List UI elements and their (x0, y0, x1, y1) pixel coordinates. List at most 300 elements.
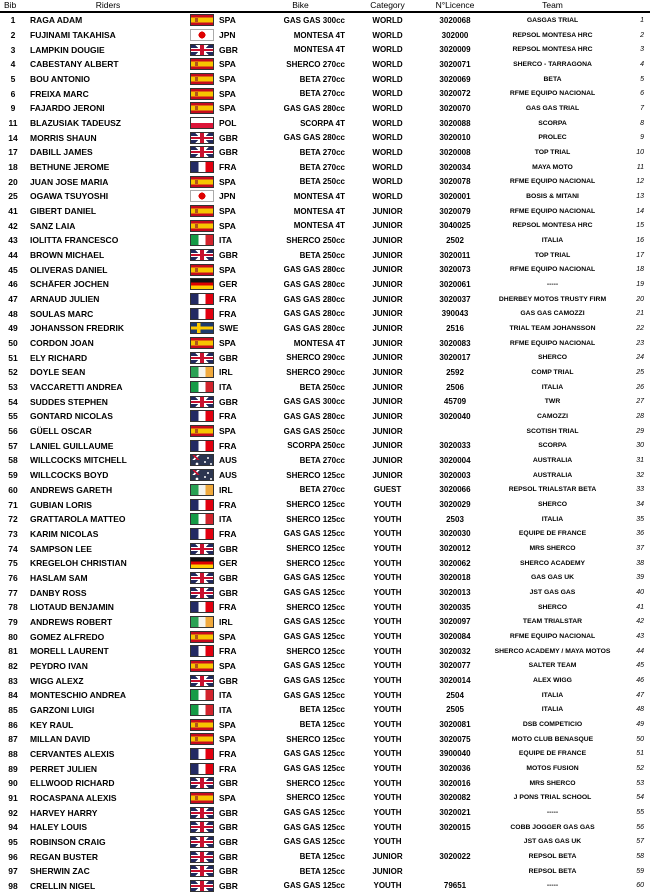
bike-cell: GAS GAS 125cc (283, 529, 345, 539)
team-cell: REPSOL MONTESA HRC (512, 31, 593, 39)
bike-cell: SHERCO 125cc (286, 602, 345, 612)
gbr-flag-icon (190, 675, 214, 687)
bike-cell: SHERCO 290cc (286, 367, 345, 377)
flag-cell (190, 792, 216, 804)
team-cell: MAYA MOTO (532, 163, 573, 171)
flag-cell (190, 205, 216, 217)
bib-number: 85 (8, 704, 18, 715)
category-cell: YOUTH (373, 573, 402, 583)
rider-name: ROCASPANA ALEXIS (30, 792, 117, 803)
bib-number: 20 (8, 176, 18, 187)
table-row (0, 189, 650, 204)
licence-cell: 3020013 (439, 588, 471, 598)
bib-number: 91 (8, 792, 18, 803)
bib-number: 41 (8, 206, 18, 217)
team-cell: ALEX WIGG (533, 677, 572, 685)
bike-cell: MONTESA 4T (293, 221, 345, 231)
licence-cell: 3020029 (439, 500, 471, 509)
country-code: JPN (219, 191, 236, 202)
team-cell: REPSOL TRIALSTAR BETA (508, 486, 597, 494)
table-row (0, 204, 650, 219)
table-row (0, 42, 650, 57)
bike-cell: GAS GAS 300cc (283, 397, 345, 407)
row-index: 13 (636, 192, 644, 200)
table-row (0, 145, 650, 160)
row-index: 58 (636, 853, 644, 861)
fra-flag-icon (190, 440, 214, 452)
rider-name: FREIXA MARC (30, 88, 89, 99)
flag-cell (190, 161, 216, 173)
irl-flag-icon (190, 616, 214, 628)
rider-name: ELLWOOD RICHARD (30, 778, 115, 789)
licence-cell: 2502 (446, 235, 464, 245)
bib-number: 80 (8, 631, 18, 642)
bike-cell: GAS GAS 125cc (283, 676, 345, 686)
rider-name: DOYLE SEAN (30, 367, 86, 378)
rider-name: LIOTAUD BENJAMIN (30, 602, 114, 613)
table-row (0, 747, 650, 762)
rider-name: GOMEZ ALFREDO (30, 631, 105, 642)
category-cell: JUNIOR (372, 235, 403, 245)
table-row (0, 116, 650, 131)
licence-cell: 3020014 (439, 676, 471, 686)
country-code: SPA (219, 88, 236, 99)
table-row (0, 321, 650, 336)
licence-cell: 2504 (446, 690, 464, 700)
category-cell: WORLD (372, 162, 403, 172)
rider-name: ELY RICHARD (30, 352, 88, 363)
row-index: 49 (636, 721, 644, 729)
bike-cell: GAS GAS 280cc (283, 279, 345, 289)
row-index: 34 (636, 501, 644, 508)
table-row (0, 72, 650, 87)
table-row (0, 497, 650, 512)
aus-flag-icon (190, 469, 214, 481)
team-cell: RFME EQUIPO NACIONAL (509, 178, 596, 186)
licence-cell: 3020004 (439, 455, 471, 465)
category-cell: WORLD (372, 147, 403, 157)
bib-number: 5 (10, 74, 16, 85)
team-cell: GAS GAS TRIAL (525, 104, 580, 112)
bike-cell: MONTESA 4T (293, 206, 345, 216)
flag-cell (190, 704, 216, 716)
bib-number: 74 (8, 543, 18, 554)
bike-cell: GAS GAS 250cc (283, 426, 345, 436)
rider-name: PEYDRO IVAN (30, 660, 88, 671)
flag-cell (190, 836, 216, 848)
flag-cell (190, 484, 216, 496)
country-code: SPA (219, 15, 236, 26)
row-index: 14 (636, 207, 644, 215)
bib-number: 18 (8, 162, 18, 173)
licence-cell: 3020078 (439, 177, 471, 187)
licence-cell: 2503 (446, 514, 464, 524)
aus-flag-icon (190, 454, 214, 466)
row-index: 9 (640, 134, 644, 142)
flag-cell (190, 366, 216, 378)
category-cell: WORLD (372, 103, 403, 113)
team-cell: REPSOL BETA (528, 853, 577, 861)
bike-cell: SHERCO 125cc (286, 793, 345, 803)
team-cell: MRS SHERCO (529, 545, 576, 553)
bike-cell: GAS GAS 280cc (283, 309, 345, 319)
fra-flag-icon (190, 645, 214, 657)
gbr-flag-icon (190, 572, 214, 584)
country-code: SPA (219, 792, 236, 803)
rider-name: ANDREWS ROBERT (30, 616, 113, 627)
category-cell: YOUTH (373, 588, 402, 598)
category-cell: YOUTH (373, 558, 402, 568)
flag-cell (190, 278, 216, 290)
flag-cell (190, 176, 216, 188)
row-index: 1 (640, 16, 644, 24)
team-cell: RFME EQUIPO NACIONAL (509, 339, 596, 347)
row-index: 21 (636, 310, 644, 318)
licence-cell: 3020073 (439, 265, 471, 275)
bib-number: 50 (8, 338, 18, 349)
country-code: GER (219, 558, 238, 569)
licence-cell: 3020008 (439, 147, 471, 157)
rider-name: JUAN JOSE MARIA (30, 176, 109, 187)
team-cell: SALTER TEAM (528, 662, 577, 670)
rider-name: OGAWA TSUYOSHI (30, 191, 109, 202)
bike-cell: SHERCO 125cc (286, 544, 345, 554)
table-row (0, 732, 650, 747)
country-code: SPA (219, 74, 236, 85)
table-row (0, 556, 650, 571)
row-index: 28 (636, 412, 644, 420)
category-cell: YOUTH (373, 500, 402, 509)
spa-flag-icon (190, 58, 214, 70)
flag-cell (190, 777, 216, 789)
category-cell: YOUTH (373, 646, 402, 656)
bib-number: 55 (8, 411, 18, 422)
table-row (0, 28, 650, 43)
category-cell: JUNIOR (372, 397, 403, 407)
category-cell: YOUTH (373, 822, 402, 832)
bib-number: 51 (8, 352, 18, 363)
rider-name: BOU ANTONIO (30, 74, 90, 85)
fra-flag-icon (190, 528, 214, 540)
category-cell: YOUTH (373, 514, 402, 524)
bib-number: 47 (8, 294, 18, 305)
header-category: Category (370, 0, 405, 10)
rider-name: REGAN BUSTER (30, 851, 99, 862)
category-cell: JUNIOR (372, 470, 403, 480)
table-row (0, 424, 650, 439)
team-cell: J PONS TRIAL SCHOOL (513, 794, 592, 802)
rider-name: WIGG ALEXZ (30, 675, 84, 686)
table-row (0, 101, 650, 116)
flag-cell (190, 660, 216, 672)
bike-cell: GAS GAS 280cc (283, 103, 345, 113)
row-index: 15 (636, 222, 644, 230)
flag-cell (190, 880, 216, 892)
licence-cell: 3020084 (439, 632, 471, 642)
team-cell: PROLEC (538, 134, 567, 142)
row-index: 41 (636, 603, 644, 611)
gbr-flag-icon (190, 821, 214, 833)
bike-cell: GAS GAS 280cc (283, 294, 345, 304)
table-row (0, 629, 650, 644)
table-row (0, 394, 650, 409)
bib-number: 92 (8, 807, 18, 818)
header-team: Team (542, 0, 563, 10)
bike-cell: MONTESA 4T (293, 45, 345, 55)
country-code: SPA (219, 59, 236, 70)
row-index: 18 (636, 266, 644, 274)
bib-number: 90 (8, 778, 18, 789)
licence-cell: 3020016 (439, 778, 471, 788)
bib-number: 57 (8, 440, 18, 451)
bib-number: 75 (8, 558, 18, 569)
flag-cell (190, 132, 216, 144)
team-cell: EQUIPE DE FRANCE (518, 750, 587, 758)
ita-flag-icon (190, 513, 214, 525)
team-cell: REPSOL BETA (528, 867, 577, 875)
rider-name: SHERWIN ZAC (30, 866, 90, 877)
bike-cell: GAS GAS 125cc (283, 588, 345, 598)
gbr-flag-icon (190, 352, 214, 364)
row-index: 6 (640, 90, 644, 98)
licence-cell: 3020033 (439, 441, 471, 451)
bib-number: 58 (8, 455, 18, 466)
licence-cell: 3020036 (439, 764, 471, 774)
table-row (0, 644, 650, 659)
flag-cell (190, 675, 216, 687)
bib-number: 25 (8, 191, 18, 202)
country-code: GBR (219, 352, 238, 363)
team-cell: BETA (543, 75, 562, 83)
bike-cell: GAS GAS 125cc (283, 822, 345, 832)
bib-number: 44 (8, 250, 18, 261)
flag-cell (190, 425, 216, 437)
country-code: AUS (219, 455, 237, 466)
spa-flag-icon (190, 719, 214, 731)
table-row (0, 527, 650, 542)
rider-name: MONTESCHIO ANDREA (30, 690, 127, 701)
rider-name: ARNAUD JULIEN (30, 294, 100, 305)
flag-cell (190, 616, 216, 628)
team-cell: TRIAL TEAM JOHANSSON (509, 324, 596, 332)
table-row (0, 365, 650, 380)
flag-cell (190, 352, 216, 364)
table-row (0, 879, 650, 894)
team-cell: MRS SHERCO (529, 779, 576, 787)
country-code: ITA (219, 514, 233, 525)
row-index: 26 (636, 383, 644, 391)
team-cell: DSB COMPETICIO (522, 721, 583, 729)
rider-name: GIBERT DANIEL (30, 206, 97, 217)
bib-number: 71 (8, 499, 18, 510)
flag-cell (190, 58, 216, 70)
flag-cell (190, 807, 216, 819)
flag-cell (190, 513, 216, 525)
row-index: 20 (636, 295, 644, 303)
gbr-flag-icon (190, 587, 214, 599)
licence-cell: 3020003 (439, 470, 471, 480)
rider-name: VACCARETTI ANDREA (30, 382, 123, 393)
row-index: 23 (636, 339, 644, 347)
country-code: GBR (219, 778, 238, 789)
category-cell: WORLD (372, 191, 403, 201)
rider-name: FAJARDO JERONI (30, 103, 105, 114)
country-code: SPA (219, 719, 236, 730)
country-code: GBR (219, 880, 238, 891)
flag-cell (190, 557, 216, 569)
flag-cell (190, 763, 216, 775)
licence-cell: 3020081 (439, 720, 471, 730)
row-index: 10 (636, 148, 644, 156)
category-cell: WORLD (372, 177, 403, 187)
team-cell: SCOTISH TRIAL (526, 427, 579, 435)
ita-flag-icon (190, 381, 214, 393)
team-cell: SHERCO (537, 354, 568, 362)
row-index: 48 (636, 706, 644, 714)
category-cell: YOUTH (373, 734, 402, 744)
category-cell: JUNIOR (372, 338, 403, 348)
country-code: SPA (219, 660, 236, 671)
header-bib: Bib (4, 0, 17, 10)
category-cell: YOUTH (373, 778, 402, 788)
table-row (0, 292, 650, 307)
bike-cell: BETA 270cc (299, 147, 345, 157)
flag-cell (190, 440, 216, 452)
team-cell: MOTOS FUSION (526, 765, 579, 773)
bib-number: 17 (8, 147, 18, 158)
category-cell: JUNIOR (372, 206, 403, 216)
licence-cell: 2592 (446, 367, 464, 377)
flag-cell (190, 454, 216, 466)
flag-cell (190, 821, 216, 833)
team-cell: GAS GAS CAMOZZI (520, 310, 585, 318)
country-code: SPA (219, 264, 236, 275)
flag-cell (190, 264, 216, 276)
licence-cell: 3020071 (439, 59, 471, 69)
bike-cell: BETA 125cc (299, 705, 345, 715)
team-cell: REPSOL MONTESA HRC (512, 46, 593, 54)
category-cell: WORLD (372, 74, 403, 84)
licence-cell: 3020075 (439, 734, 471, 744)
flag-cell (190, 865, 216, 877)
row-index: 42 (636, 618, 644, 626)
licence-cell: 3020068 (439, 15, 471, 25)
bike-cell: GAS GAS 125cc (283, 617, 345, 627)
table-row (0, 600, 650, 615)
team-cell: DHERBEY MOTOS TRUSTY FIRM (498, 295, 607, 303)
country-code: GBR (219, 250, 238, 261)
rider-name: KARIM NICOLAS (30, 528, 99, 539)
table-row (0, 776, 650, 791)
category-cell: WORLD (372, 89, 403, 99)
country-code: SPA (219, 734, 236, 745)
rider-name: GRATTAROLA MATTEO (30, 514, 126, 525)
table-row (0, 512, 650, 527)
table-row (0, 130, 650, 145)
bib-number: 96 (8, 851, 18, 862)
team-cell: SCORPA (538, 119, 567, 127)
row-index: 7 (640, 104, 644, 112)
country-code: ITA (219, 235, 233, 246)
row-index: 29 (636, 427, 644, 435)
country-code: FRA (219, 763, 237, 774)
gbr-flag-icon (190, 44, 214, 56)
flag-cell (190, 587, 216, 599)
table-row (0, 615, 650, 630)
rider-name: BETHUNE JEROME (30, 162, 110, 173)
bib-number: 3 (10, 44, 16, 55)
bib-number: 4 (10, 59, 16, 70)
rider-name: GUBIAN LORIS (30, 499, 92, 510)
table-row (0, 571, 650, 586)
team-cell: ----- (546, 280, 559, 288)
licence-cell: 3020083 (439, 338, 471, 348)
bib-number: 81 (8, 646, 18, 657)
licence-cell: 3020011 (439, 250, 471, 260)
flag-cell (190, 410, 216, 422)
flag-cell (190, 117, 216, 129)
team-cell: ITALIA (541, 706, 564, 714)
category-cell: YOUTH (373, 529, 402, 539)
gbr-flag-icon (190, 396, 214, 408)
rider-name: JOHANSSON FREDRIK (30, 323, 124, 334)
category-cell: WORLD (372, 45, 403, 55)
ger-flag-icon (190, 557, 214, 569)
country-code: SPA (219, 631, 236, 642)
rider-name: ROBINSON CRAIG (30, 836, 106, 847)
bib-number: 86 (8, 719, 18, 730)
bike-cell: GAS GAS 125cc (283, 808, 345, 818)
bib-number: 98 (8, 880, 18, 891)
bike-cell: SHERCO 125cc (286, 778, 345, 788)
category-cell: JUNIOR (372, 852, 403, 862)
team-cell: SHERCO ACADEMY (519, 559, 586, 567)
bib-number: 83 (8, 675, 18, 686)
row-index: 11 (636, 163, 644, 171)
country-code: GBR (219, 807, 238, 818)
table-row (0, 835, 650, 850)
category-cell: JUNIOR (372, 279, 403, 289)
flag-cell (190, 396, 216, 408)
team-cell: SCORPA (538, 442, 567, 450)
category-cell: YOUTH (373, 837, 402, 847)
licence-cell: 3020010 (439, 133, 471, 143)
country-code: ITA (219, 690, 233, 701)
team-cell: RFME EQUIPO NACIONAL (509, 90, 596, 98)
bib-number: 48 (8, 308, 18, 319)
bike-cell: SCORPA 4T (300, 118, 345, 128)
country-code: FRA (219, 411, 237, 422)
country-code: GBR (219, 132, 238, 143)
category-cell: JUNIOR (372, 353, 403, 363)
licence-cell: 3020088 (439, 118, 471, 128)
bike-cell: BETA 270cc (299, 162, 345, 172)
country-code: GBR (219, 836, 238, 847)
category-cell: JUNIOR (372, 866, 403, 876)
licence-cell: 3020012 (439, 544, 471, 554)
bib-number: 84 (8, 690, 18, 701)
bib-number: 72 (8, 514, 18, 525)
table-row (0, 585, 650, 600)
row-index: 37 (636, 545, 644, 553)
flag-cell (190, 381, 216, 393)
row-index: 59 (636, 867, 644, 875)
country-code: ITA (219, 382, 233, 393)
country-code: SPA (219, 206, 236, 217)
table-row (0, 453, 650, 468)
flag-cell (190, 29, 216, 41)
flag-cell (190, 851, 216, 863)
